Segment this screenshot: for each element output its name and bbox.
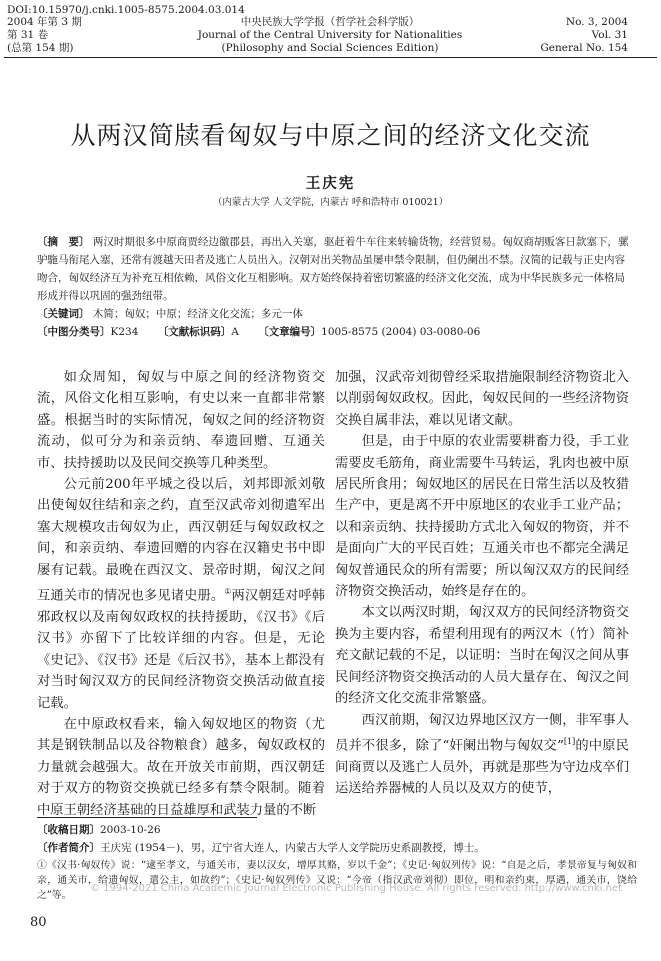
keywords-text: 木简；匈奴；中原；经济文化交流；多元一体: [92, 308, 303, 320]
paragraph: [335, 710, 629, 800]
reference-mark: [1]: [563, 736, 576, 746]
journal-title-en: Journal of the Central University for Nationalities: [197, 29, 463, 41]
received-label: 〔收稿日期〕: [37, 824, 100, 836]
journal-subtitle-en: (Philosophy and Social Sciences Edition): [221, 42, 439, 54]
issue-vol: Vol. 31: [591, 29, 628, 41]
article-no-label: 〔文章编号〕: [258, 326, 322, 338]
abstract-block: [37, 233, 629, 341]
paragraph-text: 西汉前期，匈汉边界地区汉方一侧，非军事人员并不很多，除了“奸阑出物与匈奴交”: [335, 712, 629, 754]
abstract-text: 两汉时期很多中原商贾经边徼郡县，再出入关塞，驱赶着牛车往来转输货物，经营贸易。匈奴商胡贩客日款塞下，骡驴駞马衔尾入塞，还常有渡越天田者及逃亡人员出入。汉朝对出关物品虽屡申禁令限制，但仍阑出不禁。汉简的记载与正史内容吻合，匈奴经济互为补充互相依赖，风俗文化互相影响。双方始终保持着密切繁盛的经济文化交流，成为中华民族多元一体格局形成并得以巩固的强劲纽带。: [37, 236, 629, 302]
author-affiliation: （内蒙古大学 人文学院，内蒙古 呼和浩特市 010021）: [212, 197, 449, 208]
author-bio-label: 〔作者简介〕: [37, 842, 100, 854]
abstract-label: 〔摘 要〕: [37, 236, 90, 248]
doi-line: DOI:10.15970/j.cnki.1005-8575.2004.03.014: [7, 4, 245, 16]
paragraph: [37, 474, 325, 714]
footnote-rule: [37, 817, 257, 818]
footnote-mark: ①: [224, 587, 232, 597]
clc-label: 〔中图分类号〕: [37, 326, 111, 338]
received-date: [37, 822, 637, 838]
paragraph: 但是，由于中原的农业需要耕畜力役，手工业需要皮毛筋角，商业需要牛马转运，乳肉也被中原居民所食用；匈奴地区的居民在日常生活以及牧猎生产中，更是离不开中原地区的农业手工业产品；以和亲贡纳、扶持援助方式北入匈奴的物资，并不是面向广大的平民百姓；互通关市也不都完全满足匈奴普通民众的所有需要；所以匈汉双方的民间经济物资交换活动，始终是存在的。: [335, 434, 629, 600]
author-name: 王庆宪: [305, 175, 356, 192]
right-column: [335, 367, 629, 800]
journal-name: [160, 16, 500, 55]
issue-year: 2004 年第 3 期: [7, 16, 82, 28]
issue-no: No. 3, 2004: [565, 16, 628, 28]
author-bio: [37, 840, 637, 856]
footnote-text: ①《汉书·匈奴传》说：“逮至孝文，与通关市，妻以汉女，增厚其赂，岁以千金”；《史记·匈奴列传》说：“自是之后，孝景帝复与匈奴和亲，通关市，给遗匈奴，遣公主，如故约”；《史记·匈奴列传》又说：“今帝（指汉武帝刘彻）即位，明和亲约束，厚遇，通关市，饶给之”等。: [37, 860, 637, 901]
issue-volume: 第 31 卷: [7, 29, 49, 41]
journal-title-cn: 中央民族大学学报（哲学社会科学版）: [240, 16, 420, 28]
issue-right: [480, 16, 628, 55]
classification-line: [37, 323, 629, 341]
issue-left: [7, 16, 157, 55]
left-column: [37, 367, 325, 821]
paragraph-text: 公元前200年平城之役以后，刘邦即派刘敬出使匈奴往结和亲之约，直至汉武帝刘彻遣军出塞大规模攻击匈奴为止，西汉朝廷与匈奴政权之间，和亲贡纳、奉遗回赠的内容在汉籍史书中即屡有记载。最晚在西汉文、景帝时期，匈汉之间互通关市的情况也多见诸史册。: [37, 477, 325, 604]
paragraph: 本文以两汉时期，匈汉双方的民间经济物资交换为主要内容，希望利用现有的两汉木（竹）简补充文献记载的不足，以证明：当时在匈汉之间从事民间经济物资交换活动的人员大量存在、匈汉之间的经济文化交流非常繁盛。: [335, 605, 629, 707]
paragraph: 加强，汉武帝刘彻曾经采取措施限制经济物资北入以削弱匈奴政权。因此，匈奴民间的一些经济物资交换自属非法，难以见诸文献。: [335, 370, 629, 428]
paragraph-text: 两汉朝廷对呼韩邪政权以及南匈奴政权的扶持援助，《汉书》《后汉书》亦留下了比较详细的内容。但是，无论《史记》、《汉书》还是《后汉书》，基本上都没有对当时匈汉双方的民间经济物资交换活动做直接记载。: [37, 588, 326, 711]
doc-code-label: 〔文献标识码〕: [157, 326, 232, 338]
author-bio-text: 王庆宪 (1954－)，男，辽宁省大连人，内蒙古大学人文学院历史系副教授，博士。: [100, 842, 485, 854]
issue-general-no: General No. 154: [540, 42, 628, 54]
paragraph-text: 的中原民间商贾以及逃亡人员外，再就是那些为守边戍卒们运送给养器械的人员以及双方的使节，: [335, 738, 629, 797]
page-number: 80: [30, 915, 47, 930]
keywords: [37, 305, 629, 323]
keywords-label: 〔关键词〕: [37, 308, 90, 320]
paragraph: 如众周知，匈奴与中原之间的经济物资交流，风俗文化相互影响，有史以来一直都非常繁盛。根据当时的实际情况，匈奴之间的经济物资流动，似可分为和亲贡纳、奉遗回赠、互通关市、扶持援助以及民间交换等几种类型。: [37, 370, 325, 471]
copyright-watermark: © 1994-2021 China Academic Journal Electronic Publishing House. All rights reserved. http://www.cnki.net: [90, 883, 622, 894]
received-value: 2003-10-26: [100, 824, 161, 836]
paragraph: 在中原政权看来，输入匈奴地区的物资（尤其是钢铁制品以及谷物粮食）越多，匈奴政权的力量就会越强大。故在开放关市前期，西汉朝廷对于双方的物资交换就已经多有禁令限制。随着中原王朝经济基础的日益雄厚和武装力量的不断: [37, 716, 325, 818]
header-rule: [4, 57, 657, 58]
issue-total: (总第 154 期): [7, 42, 74, 54]
abstract: [37, 233, 629, 305]
article-title: 从两汉简牍看匈奴与中原之间的经济文化交流: [70, 121, 591, 150]
article-no-value: 1005-8575 (2004) 03-0080-06: [321, 326, 481, 338]
clc-value: K234: [110, 326, 139, 338]
doc-code-value: A: [231, 326, 239, 338]
